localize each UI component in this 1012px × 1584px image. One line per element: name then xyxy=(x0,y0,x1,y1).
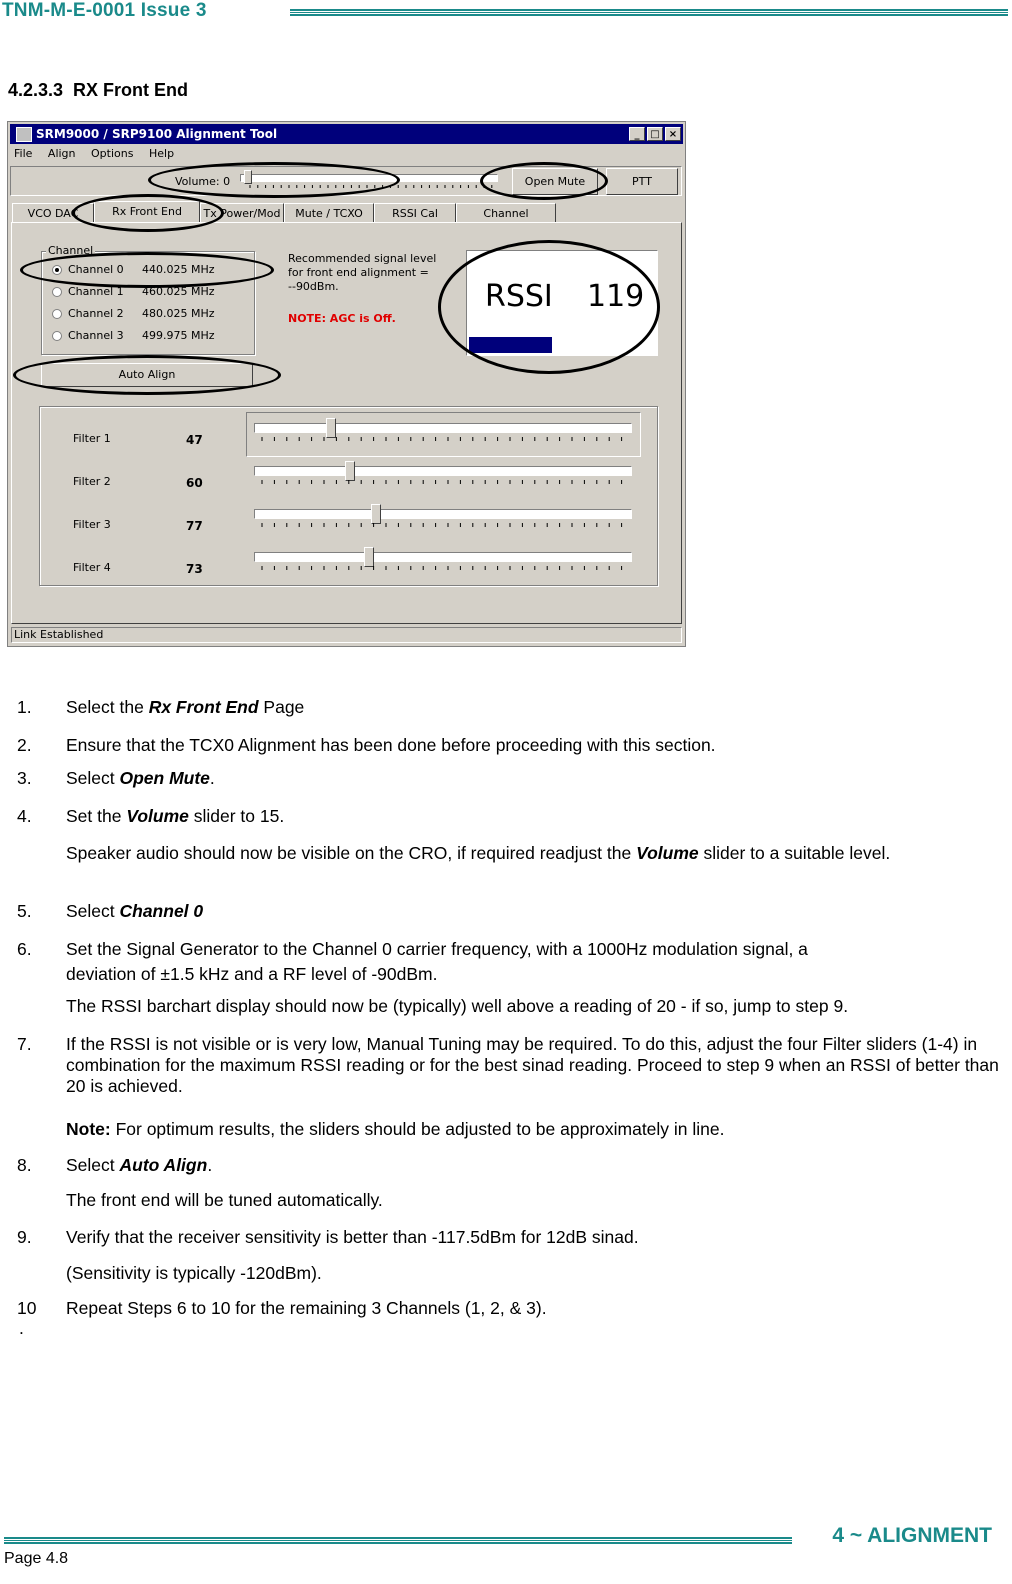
filter-4-value: 73 xyxy=(186,562,203,576)
recommended-signal-level: --90dBm. xyxy=(288,280,339,293)
step-text: Select xyxy=(66,901,120,921)
filter-3-slider-thumb[interactable] xyxy=(371,504,381,524)
recommended-signal-text-2: for front end alignment = xyxy=(288,266,429,279)
volume-highlight-ring xyxy=(148,162,400,198)
minimize-icon[interactable]: _ xyxy=(629,127,645,141)
step-number: 8. xyxy=(17,1155,32,1175)
step-text: Set the xyxy=(66,806,127,826)
filter-1-label: Filter 1 xyxy=(73,432,111,445)
page-number: Page 4.8 xyxy=(4,1550,69,1567)
step-emphasis: Channel 0 xyxy=(119,901,204,921)
tab-mute-tcxo[interactable]: Mute / TCXO xyxy=(284,203,374,223)
para-emphasis: Volume xyxy=(636,843,699,863)
menu-help[interactable]: Help xyxy=(148,147,175,160)
filter-2-label: Filter 2 xyxy=(73,475,111,488)
filter-2-slider-thumb[interactable] xyxy=(345,461,355,481)
footer-section-title: 4 ~ ALIGNMENT xyxy=(832,1524,992,1547)
alignment-tool-window xyxy=(7,121,686,647)
step-text: Select xyxy=(66,768,120,788)
window-title: SRM9000 / SRP9100 Alignment Tool xyxy=(36,127,278,141)
filter-1-ticks xyxy=(258,437,636,443)
step-8-note: The front end will be tuned automatically. xyxy=(66,1190,383,1210)
step-text: If the RSSI is not visible or is very low, Manual Tuning may be required. To do this, adjust the four Filter sliders (1-4) in combination for the maximum RSSI reading or for the best sinad reading. Proceed to step 9 when an RSSI of better than 20 is achieved. xyxy=(66,1034,999,1096)
step-text: Set the Signal Generator to the Channel 0 carrier frequency, with a 1000Hz modulation signal, a xyxy=(66,939,808,959)
menu-bar xyxy=(14,147,186,165)
open-mute-button[interactable]: Open Mute xyxy=(512,168,598,195)
filter-1-focus xyxy=(246,412,641,457)
step-number: 5. xyxy=(17,901,32,921)
channel-3-radio[interactable] xyxy=(52,331,62,341)
tab-tx-power-mod[interactable]: Tx Power/Mod xyxy=(200,203,284,223)
step-emphasis: Open Mute xyxy=(119,768,210,788)
close-icon[interactable]: × xyxy=(665,127,681,141)
tab-highlight-ring xyxy=(72,194,224,232)
window-titlebar xyxy=(10,124,683,144)
channel-1-label: Channel 1 xyxy=(68,285,124,298)
header-rule xyxy=(290,9,1008,16)
channel-1-radio[interactable] xyxy=(52,287,62,297)
app-icon xyxy=(16,127,32,142)
note-label: Note: xyxy=(66,1119,111,1139)
step-number: 7. xyxy=(17,1034,32,1054)
step-text: . xyxy=(207,1155,213,1175)
menu-align[interactable]: Align xyxy=(47,147,76,160)
channel-0-label: Channel 0 xyxy=(68,263,124,276)
step-text: . xyxy=(209,768,215,788)
maximize-icon[interactable]: □ xyxy=(647,127,663,141)
menu-file[interactable]: File xyxy=(14,147,33,160)
filter-4-label: Filter 4 xyxy=(73,561,111,574)
auto-align-highlight-ring xyxy=(13,355,281,395)
channel-3-label: Channel 3 xyxy=(68,329,124,342)
filter-3-slider[interactable] xyxy=(254,509,632,519)
step-number: 3. xyxy=(17,768,32,788)
step-text: Ensure that the TCX0 Alignment has been done before proceeding with this section. xyxy=(66,735,716,755)
status-bar: Link Established xyxy=(11,627,682,643)
ptt-button[interactable]: PTT xyxy=(606,168,678,195)
auto-align-button[interactable]: Auto Align xyxy=(41,363,253,387)
rssi-highlight-ring xyxy=(438,240,660,374)
para-text: slider to a suitable level. xyxy=(698,843,891,863)
filter-3-value: 77 xyxy=(186,519,203,533)
step-text: Select xyxy=(66,1155,120,1175)
filter-4-slider[interactable] xyxy=(254,552,632,562)
step-number: 6. xyxy=(17,939,32,959)
step-number: 4. xyxy=(17,806,32,826)
step-number-dot: . xyxy=(19,1318,24,1338)
channel-1-frequency: 460.025 MHz xyxy=(142,285,215,298)
filter-3-ticks xyxy=(258,523,636,529)
filter-3-label: Filter 3 xyxy=(73,518,111,531)
step-text: slider to 15. xyxy=(188,806,285,826)
channel-2-frequency: 480.025 MHz xyxy=(142,307,215,320)
section-heading xyxy=(8,80,188,101)
tab-rssi-cal[interactable]: RSSI Cal xyxy=(374,203,456,223)
channel-highlight-ring xyxy=(20,252,274,288)
section-number: 4.2.3.3 xyxy=(8,80,64,100)
step-emphasis: Rx Front End xyxy=(148,697,259,717)
step-6-note: The RSSI barchart display should now be (typically) well above a reading of 20 - if so, jump to step 9. xyxy=(66,996,849,1016)
filter-1-slider-thumb[interactable] xyxy=(326,418,336,438)
document-id: TNM-M-E-0001 Issue 3 xyxy=(2,0,207,21)
step-text: deviation of ±1.5 kHz and a RF level of -90dBm. xyxy=(66,964,438,984)
channel-group-label: Channel xyxy=(48,244,94,257)
tab-vco-dac[interactable]: VCO DAC xyxy=(12,203,94,223)
step-number: 9. xyxy=(17,1227,32,1247)
filter-2-value: 60 xyxy=(186,476,203,490)
para-text: For optimum results, the sliders should be adjusted to be approximately in line. xyxy=(110,1119,725,1139)
channel-2-radio[interactable] xyxy=(52,309,62,319)
step-text: Repeat Steps 6 to 10 for the remaining 3 Channels (1, 2, & 3). xyxy=(66,1298,547,1318)
channel-3-frequency: 499.975 MHz xyxy=(142,329,215,342)
filter-4-slider-thumb[interactable] xyxy=(364,547,374,567)
open-mute-highlight-ring xyxy=(480,162,608,200)
channel-2-label: Channel 2 xyxy=(68,307,124,320)
recommended-signal-text: Recommended signal level xyxy=(288,252,437,265)
step-emphasis: Volume xyxy=(126,806,189,826)
step-emphasis: Auto Align xyxy=(119,1155,208,1175)
tab-rx-front-end[interactable]: Rx Front End xyxy=(94,201,200,224)
section-title: RX Front End xyxy=(73,80,189,100)
step-number: 10 xyxy=(17,1298,37,1318)
channel-0-frequency: 440.025 MHz xyxy=(142,263,215,276)
filter-4-ticks xyxy=(258,566,636,572)
para-text: Speaker audio should now be visible on the CRO, if required readjust the xyxy=(66,843,637,863)
footer-rule xyxy=(4,1537,792,1544)
step-text: Verify that the receiver sensitivity is better than -117.5dBm for 12dB sinad. xyxy=(66,1227,639,1247)
menu-options[interactable]: Options xyxy=(91,147,134,160)
step-number: 1. xyxy=(17,697,32,717)
agc-note: NOTE: AGC is Off. xyxy=(288,312,396,325)
filter-2-ticks xyxy=(258,480,636,486)
step-number: 2. xyxy=(17,735,32,755)
step-9-note: (Sensitivity is typically -120dBm). xyxy=(66,1263,322,1283)
step-text: Select the xyxy=(66,697,149,717)
step-7-note xyxy=(66,1119,1006,1140)
volume-label: Volume: 0 xyxy=(175,175,231,188)
step-text: Page xyxy=(258,697,305,717)
filter-1-value: 47 xyxy=(186,433,203,447)
rssi-value: 119 xyxy=(587,279,645,314)
filter-2-slider[interactable] xyxy=(254,466,632,476)
step-4-note xyxy=(66,843,1006,864)
rssi-label: RSSI xyxy=(485,279,553,314)
tab-channel[interactable]: Channel xyxy=(456,203,556,223)
filter-1-slider[interactable] xyxy=(254,423,632,433)
